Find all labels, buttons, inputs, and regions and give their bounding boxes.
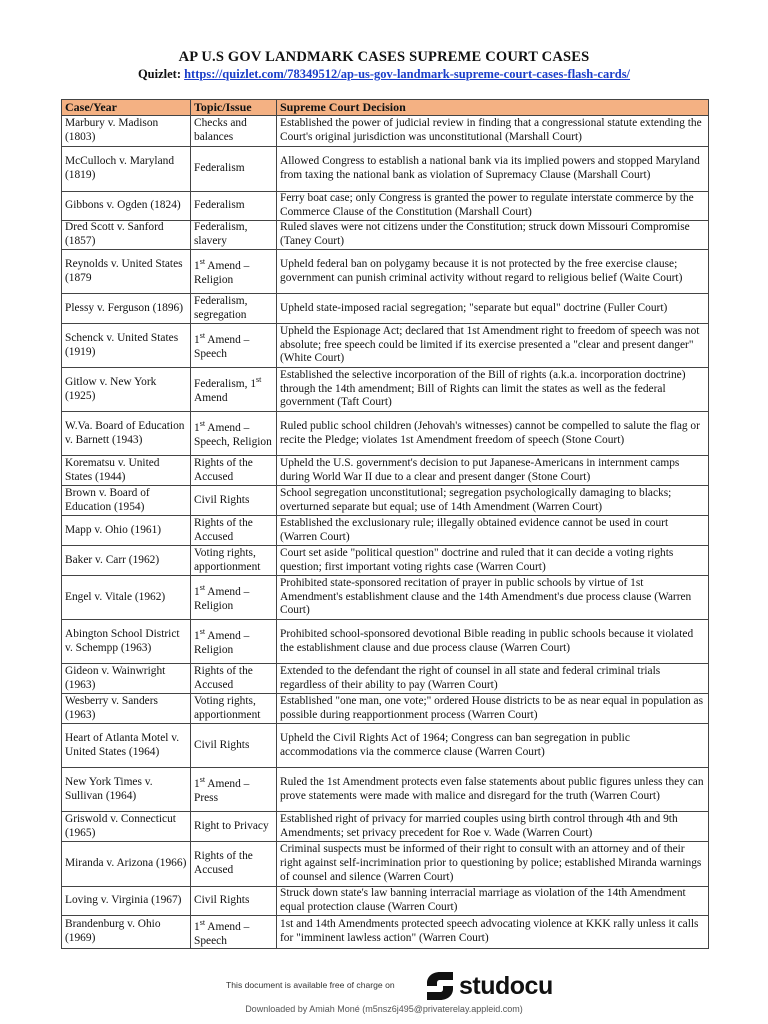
studocu-wordmark: studocu	[459, 971, 553, 1000]
topic-cell: Federalism	[191, 192, 277, 221]
download-note: Downloaded by Amiah Moné (m5nsz6j495@privaterelay.appleid.com)	[245, 1004, 523, 1014]
case-cell: Gideon v. Wainwright (1963)	[62, 664, 191, 694]
topic-cell: Federalism, 1st Amend	[191, 368, 277, 412]
decision-cell: Upheld state-imposed racial segregation; "separate but equal" doctrine (Fuller Court)	[277, 294, 709, 324]
topic-cell: Federalism, segregation	[191, 294, 277, 324]
decision-cell: Upheld the Civil Rights Act of 1964; Congress can ban segregation in public accommodations via the commerce clause (Warren Court)	[277, 724, 709, 768]
case-cell: Schenck v. United States (1919)	[62, 324, 191, 368]
topic-cell: Rights of the Accused	[191, 456, 277, 486]
topic-cell: Checks and balances	[191, 116, 277, 147]
decision-cell: School segregation unconstitutional; segregation psychologically damaging to blacks; overturned separate but equal; use of 14th Amendment (Warren Court)	[277, 486, 709, 516]
column-header-topic: Topic/Issue	[191, 100, 277, 116]
quizlet-label: Quizlet:	[137, 67, 181, 81]
topic-cell: Rights of the Accused	[191, 664, 277, 694]
table-row	[62, 147, 709, 192]
topic-cell: Civil Rights	[191, 724, 277, 768]
case-cell: Miranda v. Arizona (1966)	[62, 842, 191, 887]
topic-cell: Civil Rights	[191, 486, 277, 516]
case-cell: Dred Scott v. Sanford (1857)	[62, 221, 191, 250]
cases-table	[61, 99, 709, 949]
case-cell: New York Times v. Sullivan (1964)	[62, 768, 191, 812]
table-row	[62, 664, 709, 694]
topic-cell: 1st Amend – Press	[191, 768, 277, 812]
case-cell: Korematsu v. United States (1944)	[62, 456, 191, 486]
table-row	[62, 724, 709, 768]
decision-cell: 1st and 14th Amendments protected speech advocating violence at KKK rally unless it calls for "imminent lawless action" (Warren Court)	[277, 916, 709, 949]
topic-cell: 1st Amend – Religion	[191, 250, 277, 294]
case-cell: Abington School District v. Schempp (1963)	[62, 620, 191, 664]
topic-cell: Civil Rights	[191, 887, 277, 916]
case-cell: Reynolds v. United States (1879	[62, 250, 191, 294]
quizlet-link[interactable]: https://quizlet.com/78349512/ap-us-gov-landmark-supreme-court-cases-flash-cards/	[184, 67, 631, 81]
topic-cell: Rights of the Accused	[191, 842, 277, 887]
topic-cell: 1st Amend – Speech	[191, 916, 277, 949]
table-row	[62, 192, 709, 221]
topic-cell: Federalism	[191, 147, 277, 192]
column-header-case: Case/Year	[62, 100, 191, 116]
table-row	[62, 486, 709, 516]
decision-cell: Criminal suspects must be informed of their right to consult with an attorney and of their right against self-incrimination prior to questioning by police; established Miranda warnings of counsel and silence (Warren Court)	[277, 842, 709, 887]
quizlet-line	[0, 67, 768, 82]
table-header-row	[62, 100, 709, 116]
studocu-logo[interactable]	[424, 970, 553, 1002]
case-cell: Mapp v. Ohio (1961)	[62, 516, 191, 546]
case-cell: Loving v. Virginia (1967)	[62, 887, 191, 916]
topic-cell: Rights of the Accused	[191, 516, 277, 546]
case-cell: Heart of Atlanta Motel v. United States (1964)	[62, 724, 191, 768]
table-row	[62, 116, 709, 147]
decision-cell: Court set aside "political question" doctrine and ruled that it can decide a voting rights question; first important voting rights case (Warren Court)	[277, 546, 709, 576]
case-cell: Marbury v. Madison (1803)	[62, 116, 191, 147]
decision-cell: Ruled slaves were not citizens under the Constitution; struck down Missouri Compromise (Taney Court)	[277, 221, 709, 250]
case-cell: W.Va. Board of Education v. Barnett (1943)	[62, 412, 191, 456]
table-row	[62, 694, 709, 724]
case-cell: Engel v. Vitale (1962)	[62, 576, 191, 620]
decision-cell: Upheld the U.S. government's decision to put Japanese-Americans in internment camps during World War II due to a clear and present danger (Stone Court)	[277, 456, 709, 486]
decision-cell: Established the power of judicial review in finding that a congressional statute extending the Court's original jurisdiction was unconstitutional (Marshall Court)	[277, 116, 709, 147]
topic-cell: Voting rights, apportionment	[191, 546, 277, 576]
table-row	[62, 620, 709, 664]
table-row	[62, 842, 709, 887]
table-row	[62, 516, 709, 546]
table-row	[62, 887, 709, 916]
decision-cell: Ferry boat case; only Congress is granted the power to regulate interstate commerce by the Commerce Clause of the Constitution (Marshall Court)	[277, 192, 709, 221]
topic-cell: Voting rights, apportionment	[191, 694, 277, 724]
topic-cell: 1st Amend – Religion	[191, 620, 277, 664]
topic-cell: Federalism, slavery	[191, 221, 277, 250]
decision-cell: Prohibited school-sponsored devotional Bible reading in public schools because it violated the establishment clause and due process clause (Warren Court)	[277, 620, 709, 664]
case-cell: Baker v. Carr (1962)	[62, 546, 191, 576]
case-cell: Brown v. Board of Education (1954)	[62, 486, 191, 516]
decision-cell: Prohibited state-sponsored recitation of prayer in public schools by virtue of 1st Amendment's establishment clause and the 14th Amendment's due process clause (Warren Court)	[277, 576, 709, 620]
decision-cell: Extended to the defendant the right of counsel in all state and federal criminal trials regardless of their ability to pay (Warren Court)	[277, 664, 709, 694]
studocu-logo-icon	[424, 970, 456, 1002]
decision-cell: Ruled public school children (Jehovah's witnesses) cannot be compelled to salute the flag or recite the Pledge; violates 1st Amendment freedom of speech (Stone Court)	[277, 412, 709, 456]
page-title: AP U.S GOV LANDMARK CASES SUPREME COURT CASES	[178, 49, 590, 65]
table-row	[62, 324, 709, 368]
column-header-decision: Supreme Court Decision	[277, 100, 709, 116]
table-row	[62, 294, 709, 324]
table-row	[62, 456, 709, 486]
table-row	[62, 812, 709, 842]
decision-cell: Struck down state's law banning interracial marriage as violation of the 14th Amendment equal protection clause (Warren Court)	[277, 887, 709, 916]
decision-cell: Established "one man, one vote;" ordered House districts to be as near equal in population as possible during reapportionment process (Warren Court)	[277, 694, 709, 724]
case-cell: Wesberry v. Sanders (1963)	[62, 694, 191, 724]
topic-cell: 1st Amend – Speech, Religion	[191, 412, 277, 456]
decision-cell: Established the selective incorporation of the Bill of rights (a.k.a. incorporation doctrine) through the 14th amendment; Bill of Rights can limit the states as well as the federal government (Taft Court)	[277, 368, 709, 412]
table-row	[62, 221, 709, 250]
table-body	[62, 116, 709, 949]
table-row	[62, 916, 709, 949]
topic-cell: Right to Privacy	[191, 812, 277, 842]
table-row	[62, 768, 709, 812]
availability-note: This document is available free of charge on	[226, 980, 395, 990]
decision-cell: Upheld the Espionage Act; declared that 1st Amendment right to freedom of speech was not absolute; free speech could be limited if its exercise presented a "clear and present danger" (White Court)	[277, 324, 709, 368]
table-row	[62, 368, 709, 412]
table-row	[62, 412, 709, 456]
case-cell: Griswold v. Connecticut (1965)	[62, 812, 191, 842]
decision-cell: Ruled the 1st Amendment protects even false statements about public figures unless they can prove statements were made with malice and disregard for the truth (Warren Court)	[277, 768, 709, 812]
table-row	[62, 546, 709, 576]
decision-cell: Upheld federal ban on polygamy because it is not protected by the free exercise clause; government can punish criminal activity without regard to religious belief (Waite Court)	[277, 250, 709, 294]
case-cell: Plessy v. Ferguson (1896)	[62, 294, 191, 324]
topic-cell: 1st Amend – Speech	[191, 324, 277, 368]
decision-cell: Established right of privacy for married couples using birth control through 4th and 9th Amendments; set privacy precedent for Roe v. Wade (Warren Court)	[277, 812, 709, 842]
case-cell: Brandenburg v. Ohio (1969)	[62, 916, 191, 949]
case-cell: McCulloch v. Maryland (1819)	[62, 147, 191, 192]
case-cell: Gitlow v. New York (1925)	[62, 368, 191, 412]
topic-cell: 1st Amend – Religion	[191, 576, 277, 620]
decision-cell: Allowed Congress to establish a national bank via its implied powers and stopped Maryland from taxing the national bank as violation of Supremacy Clause (Marshall Court)	[277, 147, 709, 192]
case-cell: Gibbons v. Ogden (1824)	[62, 192, 191, 221]
table-row	[62, 576, 709, 620]
decision-cell: Established the exclusionary rule; illegally obtained evidence cannot be used in court (Warren Court)	[277, 516, 709, 546]
table-row	[62, 250, 709, 294]
